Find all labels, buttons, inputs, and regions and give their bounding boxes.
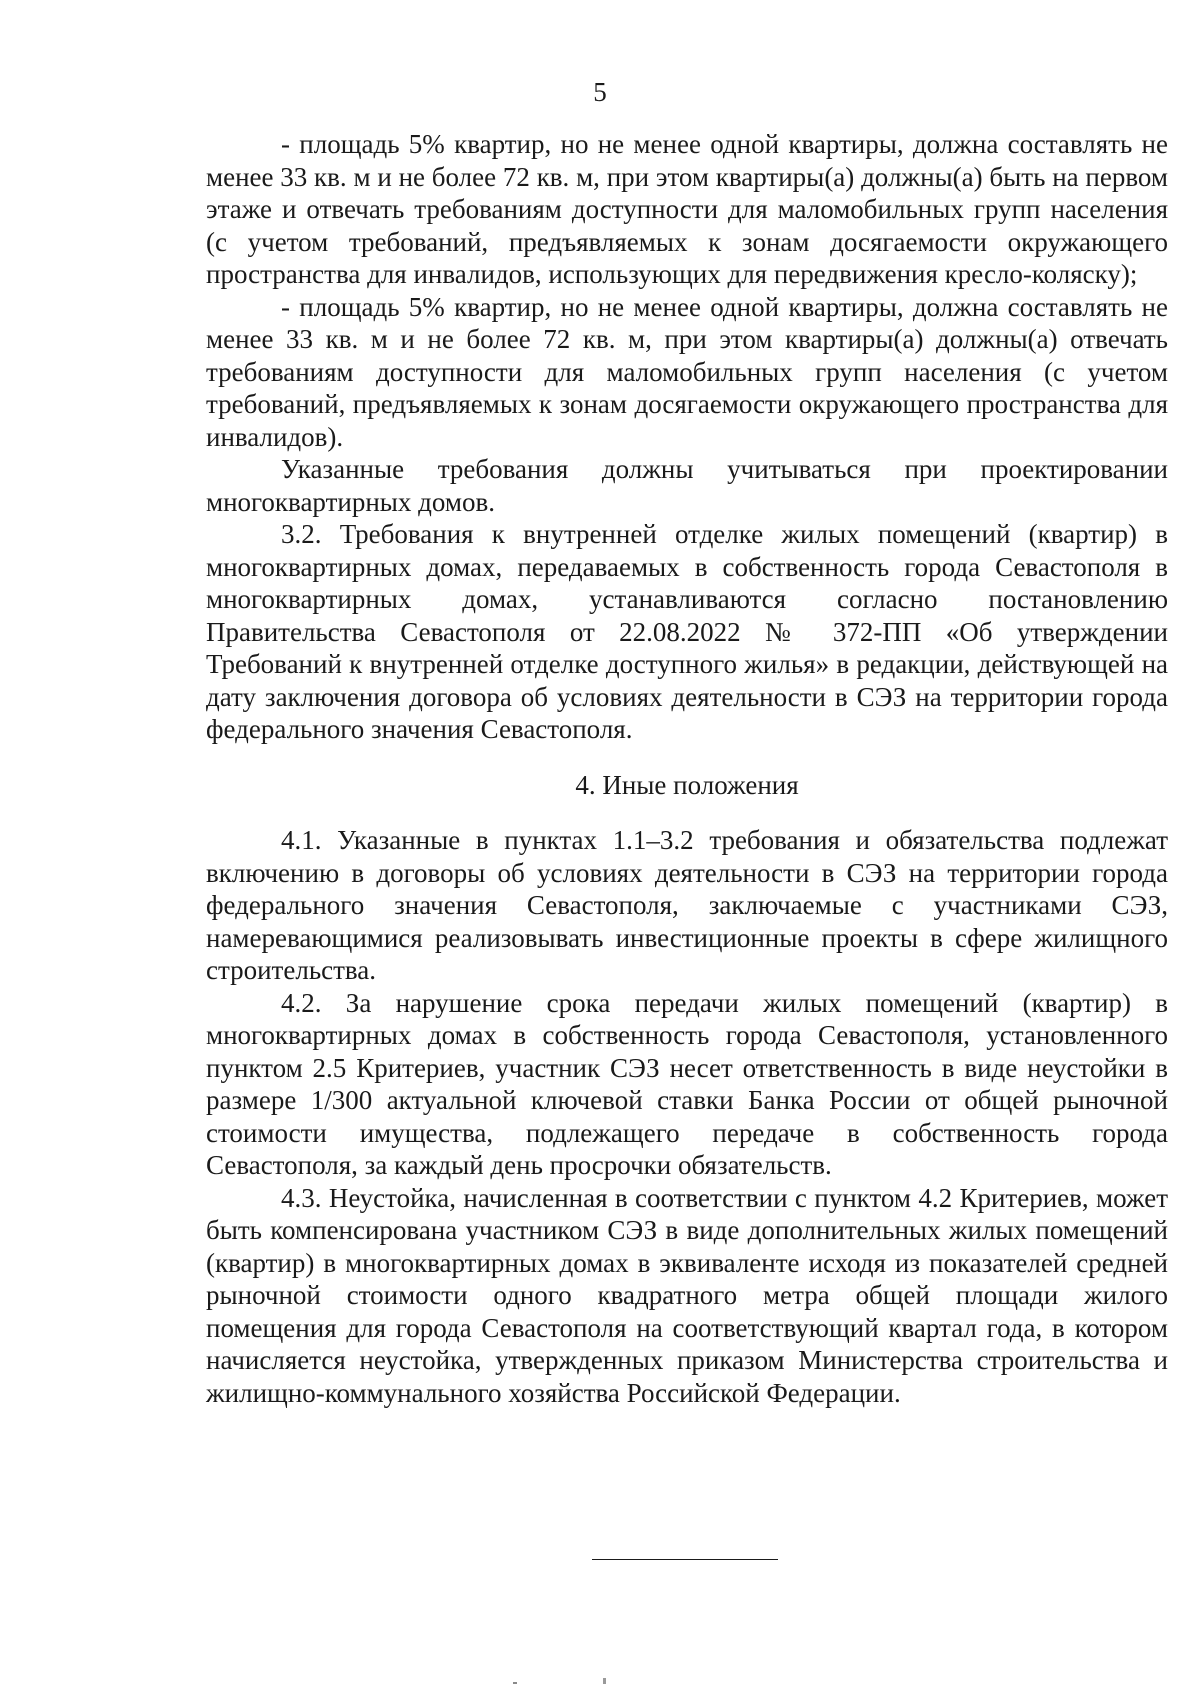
paragraph-4-3: 4.3. Неустойка, начисленная в соответствии с пунктом 4.2 Критериев, может быть компенсирована участником СЭЗ в виде дополнительных жилых помещений (квартир) в многоквартирных домах в эквиваленте исходя из показателей средней рыночной стоимости одного квадратного метра общей площади жилого помещения для города Севастополя на соответствующий квартал года, в котором начисляется неустойка, утвержденных приказом Министерства строительства и жилищно-коммунального хозяйства Российской Федерации. [206, 1182, 1168, 1408]
section-heading: 4. Иные положения [575, 769, 799, 800]
paragraph-4-1: 4.1. Указанные в пунктах 1.1–3.2 требования и обязательства подлежат включению в договоры об условиях деятельности в СЭЗ на территории города федерального значения Севастополя, заключаемые с участниками СЭЗ, намеревающимися реализовывать инвестиционные проекты в сфере жилищного строительства. [206, 825, 1168, 985]
paragraph-3-2: 3.2. Требования к внутренней отделке жилых помещений (квартир) в многоквартирных домах, передаваемых в собственность города Севастополя в многоквартирных домах, устанавливаются согласно постановлению Правительства Севастополя от 22.08.2022 № 372-ПП «Об утверждении Требований к внутренней отделке доступного жилья» в редакции, действующей на дату заключения договора об условиях деятельности в СЭЗ на территории города федерального значения Севастополя. [206, 519, 1168, 744]
paragraph-design-requirements: Указанные требования должны учитываться при проектировании многоквартирных домов. [206, 454, 1168, 517]
document-body [206, 128, 1168, 1409]
paragraph-accessible-apartments: - площадь 5% квартир, но не менее одной квартиры, должна составлять не менее 33 кв. м и не более 72 кв. м, при этом квартиры(а) должны(а) отвечать требованиям доступности для маломобильных групп населения (с учетом требований, предъявляемых к зонам досягаемости окружающего пространства для инвалидов). [206, 291, 1168, 452]
paragraph-accessible-first-floor: - площадь 5% квартир, но не менее одной квартиры, должна составлять не менее 33 кв. м и не более 72 кв. м, при этом квартиры(а) должны(а) быть на первом этаже и отвечать требованиям доступности для маломобильных групп населения (с учетом требований, предъявляемых к зонам досягаемости окружающего пространства для инвалидов, использующих для передвижения кресло-коляску); [206, 129, 1168, 289]
scan-artifact [603, 1678, 606, 1684]
scan-artifact [513, 1682, 517, 1684]
page-number: 5 [593, 77, 607, 107]
end-of-document-rule [592, 1559, 778, 1560]
paragraph-4-2: 4.2. За нарушение срока передачи жилых помещений (квартир) в многоквартирных домах в собственность города Севастополя, установленного пунктом 2.5 Критериев, участник СЭЗ несет ответственность в виде неустойки в размере 1/300 актуальной ключевой ставки Банка России от общей рыночной стоимости имущества, подлежащего передаче в собственность города Севастополя, за каждый день просрочки обязательств. [206, 987, 1168, 1180]
